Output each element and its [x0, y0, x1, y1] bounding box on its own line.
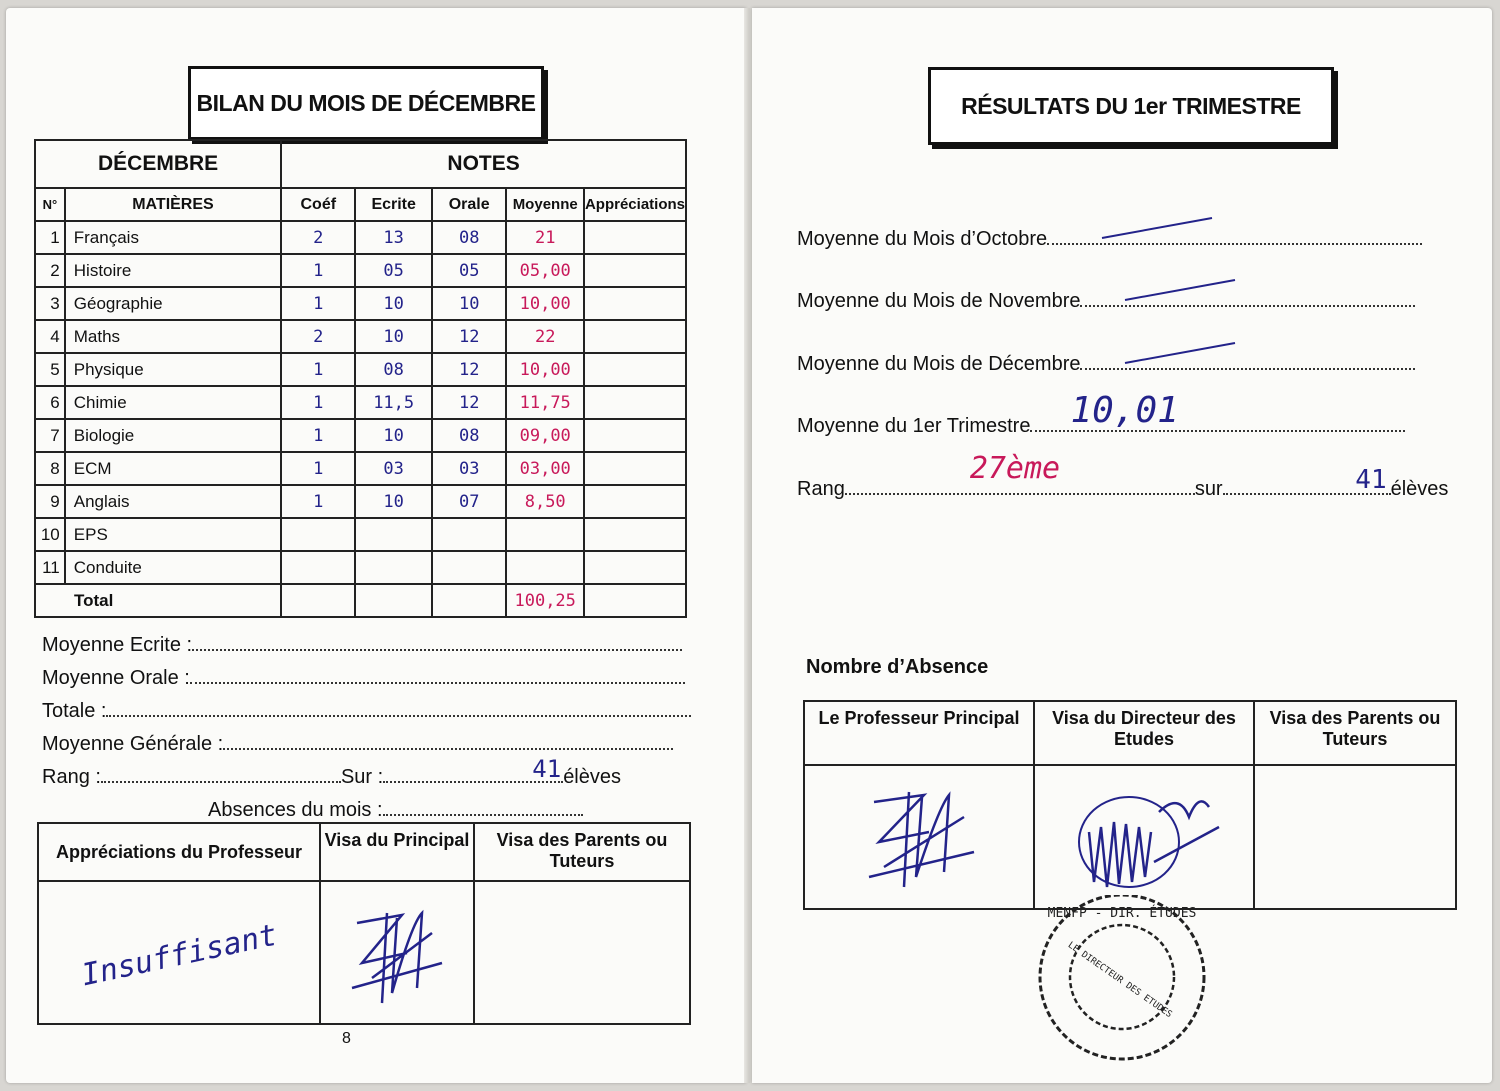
row-number: 11: [35, 551, 65, 584]
row-subject: Histoire: [65, 254, 281, 287]
table-row: [35, 485, 686, 518]
row-number: 4: [35, 320, 65, 353]
row-appreciation: [584, 353, 686, 386]
table-row: [35, 221, 686, 254]
trimestre-line: Moyenne du 1er Trimestre 10,01: [797, 414, 1405, 438]
row-number: 10: [35, 518, 65, 551]
row-moyenne: 22: [506, 320, 584, 353]
col-appreciations: Appréciations: [584, 188, 686, 221]
row-ecrite: [355, 551, 432, 584]
moyenne-orale-line: Moyenne Orale :: [42, 666, 685, 690]
row-coef: [281, 551, 355, 584]
rang-right-value: 27ème: [969, 451, 1061, 486]
table-row: [35, 386, 686, 419]
page-number: 8: [342, 1030, 351, 1047]
row-coef: 1: [281, 254, 355, 287]
row-orale: [432, 551, 506, 584]
col-ecrite: Ecrite: [355, 188, 432, 221]
row-ecrite: 13: [355, 221, 432, 254]
row-appreciation: [584, 485, 686, 518]
row-appreciation: [584, 551, 686, 584]
directeur-signature: [1059, 772, 1229, 902]
row-moyenne: 8,50: [506, 485, 584, 518]
row-moyenne: [506, 551, 584, 584]
octobre-strike: [1097, 213, 1217, 243]
notes-header: NOTES: [281, 140, 686, 188]
row-coef: [281, 518, 355, 551]
row-subject: Physique: [65, 353, 281, 386]
sig-header-appreciations: Appréciations du Professeur: [38, 823, 320, 881]
appreciation-text: Insuffisant: [78, 917, 280, 993]
principal-signature-cell: [320, 881, 474, 1024]
absences-line: Absences du mois :: [208, 798, 583, 822]
row-moyenne: [506, 518, 584, 551]
row-subject: Conduite: [65, 551, 281, 584]
row-coef: 1: [281, 353, 355, 386]
row-moyenne: 10,00: [506, 287, 584, 320]
novembre-strike: [1120, 275, 1240, 305]
parents-signature-cell: [474, 881, 690, 1024]
row-appreciation: [584, 320, 686, 353]
row-orale: 05: [432, 254, 506, 287]
decembre-strike: [1120, 338, 1240, 368]
row-ecrite: 10: [355, 287, 432, 320]
row-number: 7: [35, 419, 65, 452]
row-coef: 2: [281, 221, 355, 254]
col-matieres: MATIÈRES: [65, 188, 281, 221]
total-label: Total: [35, 584, 281, 617]
octobre-line: Moyenne du Mois d’Octobre: [797, 227, 1422, 251]
row-orale: 08: [432, 419, 506, 452]
row-coef: 2: [281, 320, 355, 353]
left-title: BILAN DU MOIS DE DÉCEMBRE: [188, 66, 544, 140]
col-orale: Orale: [432, 188, 506, 221]
row-number: 1: [35, 221, 65, 254]
sig-header-parents-right: Visa des Parents ou Tuteurs: [1254, 701, 1456, 765]
row-moyenne: 05,00: [506, 254, 584, 287]
sig-header-directeur: Visa du Directeur des Etudes: [1034, 701, 1254, 765]
parents-signature-cell-right: [1254, 765, 1456, 909]
stamp-center-text: LE DIRECTEUR DES ETUDES: [1065, 940, 1174, 1021]
moyenne-generale-line: Moyenne Générale :: [42, 732, 673, 756]
table-row: [35, 287, 686, 320]
absence-title: Nombre d’Absence: [806, 656, 989, 678]
row-orale: 03: [432, 452, 506, 485]
row-appreciation: [584, 452, 686, 485]
row-orale: 08: [432, 221, 506, 254]
col-coef: Coéf: [281, 188, 355, 221]
official-stamp: [1022, 895, 1222, 1065]
table-row: [35, 320, 686, 353]
appreciation-cell: [38, 881, 320, 1024]
table-row: [35, 452, 686, 485]
row-number: 6: [35, 386, 65, 419]
row-appreciation: [584, 419, 686, 452]
row-subject: ECM: [65, 452, 281, 485]
moyenne-ecrite-line: Moyenne Ecrite :: [42, 633, 682, 657]
row-ecrite: 10: [355, 485, 432, 518]
sig-header-principal: Visa du Principal: [320, 823, 474, 881]
row-ecrite: 11,5: [355, 386, 432, 419]
row-coef: 1: [281, 287, 355, 320]
novembre-line: Moyenne du Mois de Novembre: [797, 289, 1415, 313]
row-coef: 1: [281, 386, 355, 419]
left-signature-table: [37, 822, 691, 1025]
row-ecrite: 05: [355, 254, 432, 287]
right-title: RÉSULTATS DU 1er TRIMESTRE: [928, 67, 1334, 145]
table-row: [35, 518, 686, 551]
row-moyenne: 11,75: [506, 386, 584, 419]
row-orale: 10: [432, 287, 506, 320]
stamp-ring-text: MENFP - DIR. ÉTUDES: [1047, 906, 1197, 921]
principal-signature: [332, 893, 462, 1013]
row-appreciation: [584, 254, 686, 287]
row-orale: 12: [432, 320, 506, 353]
row-moyenne: 21: [506, 221, 584, 254]
row-number: 2: [35, 254, 65, 287]
right-signature-table: [803, 700, 1457, 910]
row-ecrite: 03: [355, 452, 432, 485]
row-coef: 1: [281, 419, 355, 452]
directeur-signature-cell: [1034, 765, 1254, 909]
total-value: 100,25: [506, 584, 584, 617]
grades-table: [34, 139, 687, 618]
row-ecrite: 08: [355, 353, 432, 386]
row-subject: Français: [65, 221, 281, 254]
row-appreciation: [584, 518, 686, 551]
row-subject: Maths: [65, 320, 281, 353]
table-row: [35, 419, 686, 452]
rang-right-sur-value: 41: [1355, 465, 1387, 495]
row-orale: 12: [432, 386, 506, 419]
sig-header-prof-principal: Le Professeur Principal: [804, 701, 1034, 765]
month-header: DÉCEMBRE: [35, 140, 281, 188]
sig-header-parents: Visa des Parents ou Tuteurs: [474, 823, 690, 881]
trimestre-value: 10,01: [1070, 390, 1179, 431]
row-subject: Chimie: [65, 386, 281, 419]
row-ecrite: 10: [355, 419, 432, 452]
table-row: [35, 254, 686, 287]
row-coef: 1: [281, 452, 355, 485]
prof-principal-signature-cell: [804, 765, 1034, 909]
row-coef: 1: [281, 485, 355, 518]
row-number: 5: [35, 353, 65, 386]
row-orale: 12: [432, 353, 506, 386]
row-orale: [432, 518, 506, 551]
row-number: 3: [35, 287, 65, 320]
row-subject: EPS: [65, 518, 281, 551]
decembre-line: Moyenne du Mois de Décembre: [797, 352, 1415, 376]
row-orale: 07: [432, 485, 506, 518]
row-moyenne: 03,00: [506, 452, 584, 485]
row-ecrite: [355, 518, 432, 551]
col-moyenne: Moyenne: [506, 188, 584, 221]
row-moyenne: 09,00: [506, 419, 584, 452]
row-appreciation: [584, 386, 686, 419]
row-subject: Biologie: [65, 419, 281, 452]
totale-line: Totale :: [42, 699, 691, 723]
table-row: [35, 353, 686, 386]
col-n: N°: [35, 188, 65, 221]
row-appreciation: [584, 221, 686, 254]
rang-right-line: Rang 27ème sur 41 élèves: [797, 451, 1449, 500]
rang-sur-value: 41: [532, 755, 562, 783]
row-moyenne: 10,00: [506, 353, 584, 386]
table-row: [35, 551, 686, 584]
row-number: 8: [35, 452, 65, 485]
row-subject: Géographie: [65, 287, 281, 320]
row-appreciation: [584, 287, 686, 320]
row-number: 9: [35, 485, 65, 518]
row-ecrite: 10: [355, 320, 432, 353]
prof-principal-signature: [844, 777, 994, 897]
row-subject: Anglais: [65, 485, 281, 518]
rang-line: Rang : Sur : 41 élèves: [42, 755, 621, 788]
